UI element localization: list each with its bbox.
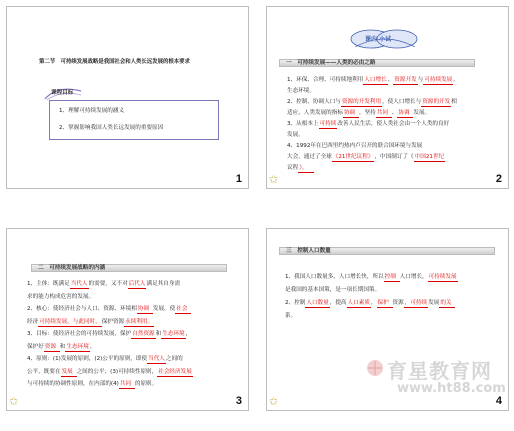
answer-blank: 中国21世纪 (414, 154, 445, 160)
text-segment: 求的能力构成危害的发展。 (27, 293, 95, 300)
answer-blank: 社会 (175, 306, 191, 314)
text-line (287, 154, 445, 162)
answer-blank: 《21世纪议程》 (332, 154, 374, 160)
text-line (27, 369, 193, 377)
slide-4[interactable] (266, 228, 509, 411)
answer-blank: 自然资源 (132, 331, 155, 337)
answer-blank: 资源 (44, 344, 60, 352)
watermark-logo-icon (363, 359, 387, 377)
section-heading-bar (279, 247, 495, 255)
text-segment: 发展，使 (152, 306, 176, 312)
text-line (287, 121, 449, 129)
answer-blank: 协调 (397, 110, 413, 118)
section-heading: 二 可持续发展战略的内涵 (38, 265, 106, 271)
text-segment: 是我国的基本国策，是一项长期国策。 (285, 287, 381, 293)
text-segment: 2、控制 (285, 300, 306, 306)
page-number: 1 (235, 173, 242, 185)
answer-blank: 控制 (384, 274, 400, 282)
text-segment: 保护好 (27, 343, 44, 350)
slide-3[interactable] (6, 228, 249, 411)
answer-blank: 人口数量 (306, 300, 329, 306)
page-number: 2 (495, 173, 502, 185)
text-line (27, 356, 183, 364)
text-segment: 4、原则：(1)发展的原则，(2)公平的原则，即使 (27, 356, 148, 362)
slide-1[interactable] (6, 6, 249, 189)
answer-blank: 当代人 (70, 281, 88, 287)
text-segment: 4、1992年在巴西里约热内卢召开的联合国环境与发展 (287, 143, 423, 149)
text-line (287, 132, 304, 139)
section-tag (43, 87, 83, 101)
page-number: 4 (495, 395, 502, 407)
text-segment: 与可持续的协调性原则，在内部的(4) (27, 381, 119, 387)
answer-blank: 协调 (343, 110, 359, 118)
answer-blank: 人口素质 (347, 300, 370, 306)
text-line (27, 331, 191, 339)
text-segment: 保护资源 (101, 318, 125, 325)
section-heading-bar (279, 59, 475, 67)
text-segment: 3、目标：使经济社会的可持续发展，保护 (27, 331, 132, 337)
text-segment: 1、我国人口数量多，人口增长快，所以 (285, 274, 384, 280)
slide-2[interactable] (266, 6, 509, 189)
text-segment: 与 (417, 77, 424, 83)
text-segment: 适应，人类发展的指标 (287, 110, 343, 116)
text-segment: 公平，既要在 (27, 368, 61, 375)
page-number: 3 (235, 395, 242, 407)
text-line (285, 313, 296, 320)
objective-item-1: 1、理解可持续发展的涵义 (59, 108, 125, 114)
text-segment: 相 (451, 99, 457, 105)
text-segment: 和 (155, 331, 162, 337)
text-segment: 发展。 (287, 132, 304, 138)
text-segment: 、 (391, 110, 398, 116)
text-segment: 1、环保、合理、可持续地利用 (287, 77, 364, 83)
section-heading: 三 控制人口数量 (286, 248, 331, 254)
text-segment: ，坚持 (358, 110, 376, 116)
answer-blank: 协调 (137, 306, 153, 314)
answer-blank: 资源的开发利用 (341, 99, 382, 105)
banner-label: 课内 小试 (365, 36, 392, 43)
text-segment: 经济 (27, 318, 39, 325)
star-icon: ✩ (269, 173, 279, 186)
text-line (287, 143, 422, 150)
text-segment: 的原则。 (134, 381, 158, 387)
text-line (285, 274, 458, 282)
text-segment: 、 (387, 77, 394, 83)
watermark-url: www.ht88.com (397, 381, 506, 396)
answer-blank: ，可持续 (404, 300, 428, 306)
answer-blank: 资源开发 (394, 77, 417, 83)
answer-blank: 生态环境 (162, 331, 185, 337)
text-segment: 之间的公平；(3)可持续性原则， (76, 368, 158, 375)
answer-blank: 的关 (439, 300, 455, 308)
text-line (285, 287, 380, 294)
answer-blank: 》。 (298, 165, 314, 173)
text-segment: 1、主体：既满足 (27, 281, 70, 287)
text-segment: 。 (89, 343, 96, 350)
answer-blank: 人口增长 (364, 77, 387, 83)
text-segment: 改善人民生活，使人类社会由一个人类的良好 (337, 121, 450, 127)
answer-blank: 生态环境 (66, 343, 89, 350)
objective-item-2: 2、掌握影响我国人类长远发展的重要原因 (59, 125, 164, 131)
text-segment: 议程 (287, 165, 299, 171)
text-segment: 满足其自身需 (146, 281, 181, 287)
text-segment: ， (370, 300, 377, 306)
text-line (287, 77, 459, 85)
answer-blank: 可持续发展 (424, 77, 453, 83)
answer-blank: 共同 (376, 110, 392, 118)
text-segment: 和 (59, 343, 66, 350)
answer-blank: 保护 (377, 300, 393, 308)
text-segment: 系。 (285, 313, 297, 319)
text-segment: 生态环境。 (287, 88, 315, 94)
text-line (27, 381, 157, 389)
text-line (27, 319, 154, 327)
objective-box (49, 100, 219, 140)
text-segment: ，使人口增长与 (382, 99, 422, 105)
section-heading: 一 可持续发展——人类的必由之路 (286, 60, 376, 66)
answer-blank: 发展 (61, 369, 77, 377)
text-line (287, 110, 430, 118)
text-segment: ， (185, 331, 192, 337)
answer-blank: 可持续发展 (428, 274, 457, 280)
text-line (27, 344, 95, 352)
text-segment: 2、核心：使经济社会与人口、资源、环境相 (27, 306, 137, 312)
answer-blank: 共同 (119, 381, 135, 389)
star-icon: ✩ (9, 395, 19, 408)
text-segment: 发展。 (413, 110, 431, 116)
watermark-text: 育星教育网 (387, 359, 492, 383)
answer-blank: 后代人 (128, 281, 146, 287)
answer-blank: 社会经济发展 (158, 368, 192, 375)
text-segment: ，提高 (329, 300, 347, 306)
text-segment: 2、控制、协调人口与 (287, 99, 341, 105)
text-line (27, 294, 94, 301)
star-icon: ✩ (269, 395, 279, 408)
answer-blank: 资源的开发 (422, 99, 451, 105)
slide-title: 第二节 可持续发展战略是我国社会和人类长远发展的根本要求 (39, 59, 190, 65)
answer-blank: 可持续 (319, 121, 337, 127)
text-segment: 大会，通过了全球 (287, 154, 332, 160)
text-segment: 。 (453, 77, 459, 83)
text-line (285, 300, 455, 308)
text-segment: 之间的 (165, 356, 183, 362)
text-line (287, 88, 315, 95)
lesson-banner (345, 27, 423, 51)
text-segment: 发展 (428, 300, 440, 306)
section-heading-bar (31, 264, 227, 272)
text-line (287, 165, 314, 173)
answer-blank: 可持续发展，与此同时， (39, 318, 101, 325)
text-segment: 资源 (392, 300, 404, 306)
text-segment: 的需要，又不对 (88, 281, 128, 287)
text-segment: 3、从根本上 (287, 121, 319, 127)
text-segment: 人口增长， (399, 274, 428, 280)
text-segment: ，中国制订了《 (374, 154, 414, 160)
text-line (287, 99, 457, 107)
section-tag-label: 课程目标 (51, 90, 74, 96)
answer-blank: 当代人 (148, 356, 165, 362)
text-line (27, 281, 180, 289)
text-line (27, 306, 191, 314)
answer-blank: 永续利用。 (125, 318, 154, 325)
